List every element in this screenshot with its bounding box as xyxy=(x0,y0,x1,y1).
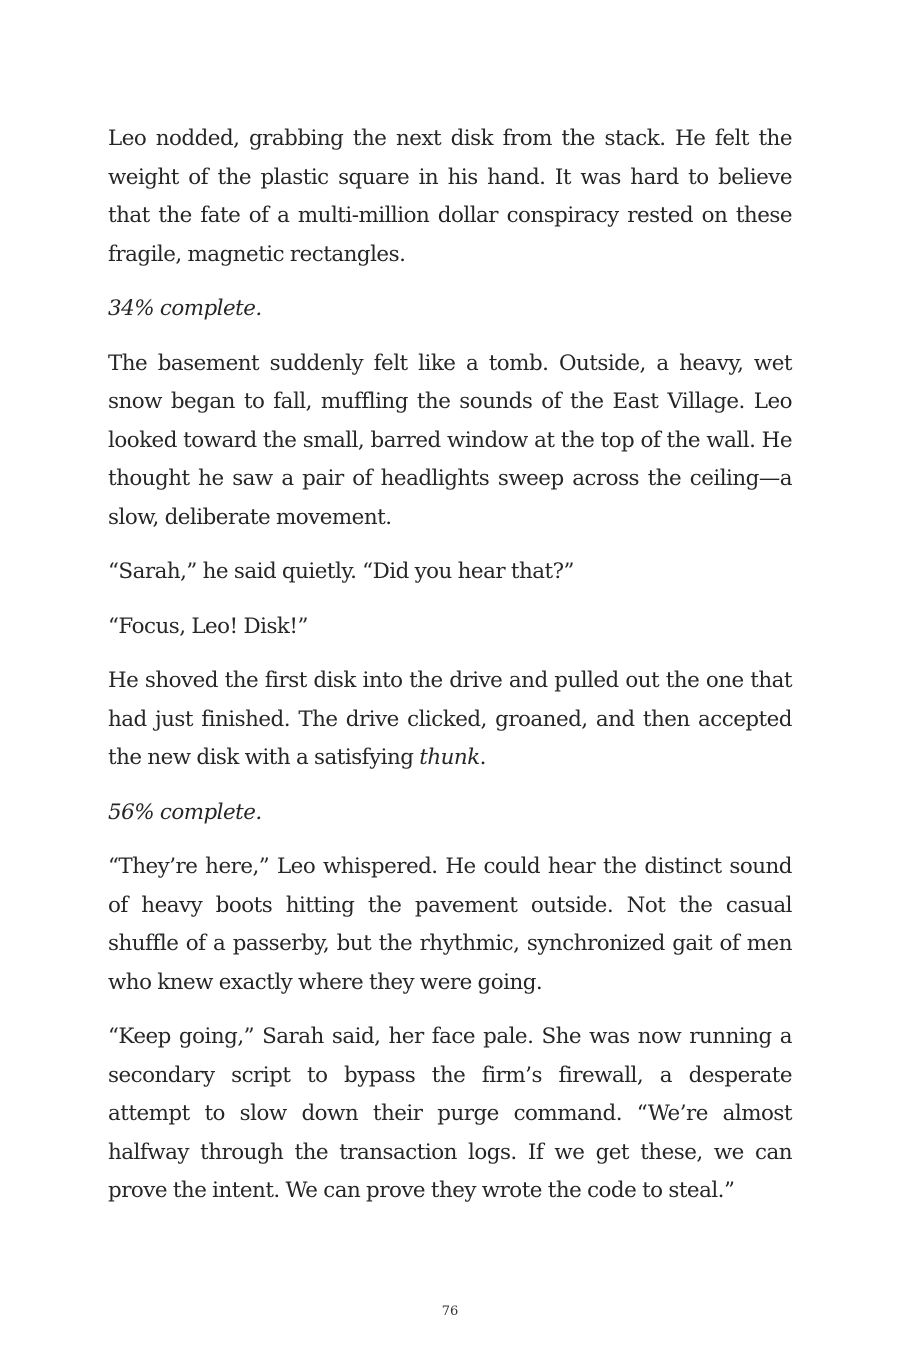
page-number: 76 xyxy=(441,1304,459,1319)
paragraph-shoved-disk-text: He shoved the first disk into the drive and pulled out the one that had just finished. The drive clicked, groaned, and then accepted the new disk with a satisfying xyxy=(108,668,792,770)
paragraph-focus-leo: “Focus, Leo! Disk!” xyxy=(108,613,308,639)
paragraph-sarah-hear: “Sarah,” he said quietly. “Did you hear that?” xyxy=(108,559,574,584)
paragraph-shoved-disk-end: . xyxy=(479,745,486,770)
paragraph-basement-tomb: The basement suddenly felt like a tomb. Outside, a heavy, wet snow began to fall, muffling the sounds of the East Village. Leo looked toward the small, barred window at the top of the wall. He thought he saw a pair of headlights sweep across the ceiling—a slow, deliberate movement. xyxy=(108,350,792,530)
body-text xyxy=(108,120,792,1211)
emphasis-thunk: thunk xyxy=(419,745,480,770)
progress-56-percent: 56% complete. xyxy=(108,799,262,825)
paragraph-theyre-here: “They’re here,” Leo whispered. He could hear the distinct sound of heavy boots hitting the pavement outside. Not the casual shuffle of a passerby, but the rhythmic, synchronized gait of men who knew exactly where they were going. xyxy=(108,854,792,995)
paragraph-leo-nodded: Leo nodded, grabbing the next disk from the stack. He felt the weight of the plastic square in his hand. It was hard to believe that the fate of a multi-million dollar conspiracy rested on these fragile, magnetic rectangles. xyxy=(108,126,792,267)
progress-34-percent: 34% complete. xyxy=(108,296,262,321)
paragraph-shoved-disk xyxy=(108,662,792,778)
paragraph-keep-going: “Keep going,” Sarah said, her face pale. She was now running a secondary script to bypass the firm’s firewall, a desperate attempt to slow down their purge command. “We’re almost halfway through the transaction logs. If we get these, we can prove the intent. We can prove they wrote the code to steal.” xyxy=(108,1024,792,1203)
